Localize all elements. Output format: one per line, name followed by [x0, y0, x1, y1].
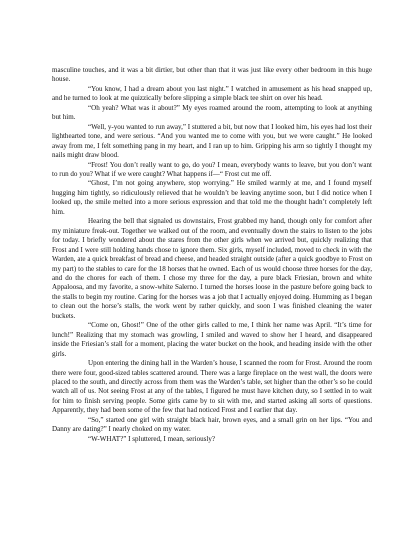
paragraph-dream: “You know, I had a dream about you last night.” I watched in amusement as his head snapped up, and he turned to look at me quizzically before slipping a simple black tee shirt on over his head.: [52, 84, 372, 103]
paragraph-frost-plea: “Frost! You don’t really want to go, do you? I mean, everybody wants to leave, but you don’t want to run do you? What if we were caught? What happens if—“ Frost cut me off.: [52, 160, 372, 178]
paragraph-dating-question: “So,” started one girl with straight black hair, brown eyes, and a small grin on her lips. “You and Danny are dating?” I nearly choked on my water.: [52, 415, 372, 434]
paragraph-lunch-call: “Come on, Ghost!” One of the other girls called to me, I think her name was April. “It’s time for lunch!” Realizing that my stomach was growling, I smiled and waved to show her I heard, and disappeared inside the Friesian’s stall for a moment, placing the water bucket on the hook, and heading inside with the other girls.: [52, 321, 372, 358]
paragraph-oh-yeah: “Oh yeah? What was it about?” My eyes roamed around the room, attempting to look at anything but him.: [52, 103, 372, 122]
paragraph-stables: Hearing the bell that signaled us downstairs, Frost grabbed my hand, though only for comfort after my miniature freak-out. Together we walked out of the room, and eventually down the stairs to listen to the jobs for today. I briefly wondered about the stares from the other girls when we arrived but, quickly realizing that Frost and I were still holding hands chose to ignore them. Six girls, myself included, moved to check in with the Warden, ate a quick breakfast of bread and cheese, and headed straight outside (after a quick goodbye to Frost on my part) to the stables to care for the 18 horses that he owned. Each of us would choose three horses for the day, and do the chores for each of them. I chose my three for the day, a pure black Friesian, brown and white Appaloosa, and my favorite, a snow-white Salerno. I turned the horses loose in the pasture before going back to the stalls to begin my routine. Caring for the horses was a job that I actually enjoyed doing. Humming as I began to clean out the horse’s stalls, the work went by rather quickly, and soon I was finished cleaning the water buckets.: [52, 217, 372, 320]
paragraph-continuation: masculine touches, and it was a bit dirtier, but other than that it was just like every other bedroom in this huge house.: [52, 66, 372, 84]
paragraph-what: “W-WHAT?” I spluttered, I mean, seriously?: [88, 434, 215, 443]
paragraph-not-going: “Ghost, I’m not going anywhere, stop worrying.” He smiled warmly at me, and I found myself hugging him tightly, so ridiculously relieved that he wouldn’t be leaving anytime soon, but I did notice when I looked up, the smile melted into a more serious expression and that told me the thought hadn’t completely left him.: [52, 179, 372, 216]
paragraph-run-away: “Well, y-you wanted to run away,” I stuttered a bit, but now that I looked him, his eyes had lost their lighthearted tone, and were serious. “And you wanted me to come with you, but we were caught.” He looked away from me, I felt something pang in my heart, and I ran up to him. Gripping his arm so tightly I thought my nails might draw blood.: [52, 122, 372, 160]
paragraph-dining-hall: Upon entering the dining hall in the Warden’s house, I scanned the room for Frost. Around the room there were four, good-sized tables scattered around. There was a large fireplace on the west wall, the doors were placed to the south, and directly across from them was the Warden’s table, set higher than the other’s so he could watch all of us. Not seeing Frost at any of the tables, I figured he must have kitchen duty, so I settled in to wait for him to finish serving people. Some girls came by to sit with me, and started asking all sorts of questions. Apparently, they had been some of the few that had noticed Frost and I earlier that day.: [52, 359, 372, 415]
document-page: [52, 66, 372, 444]
